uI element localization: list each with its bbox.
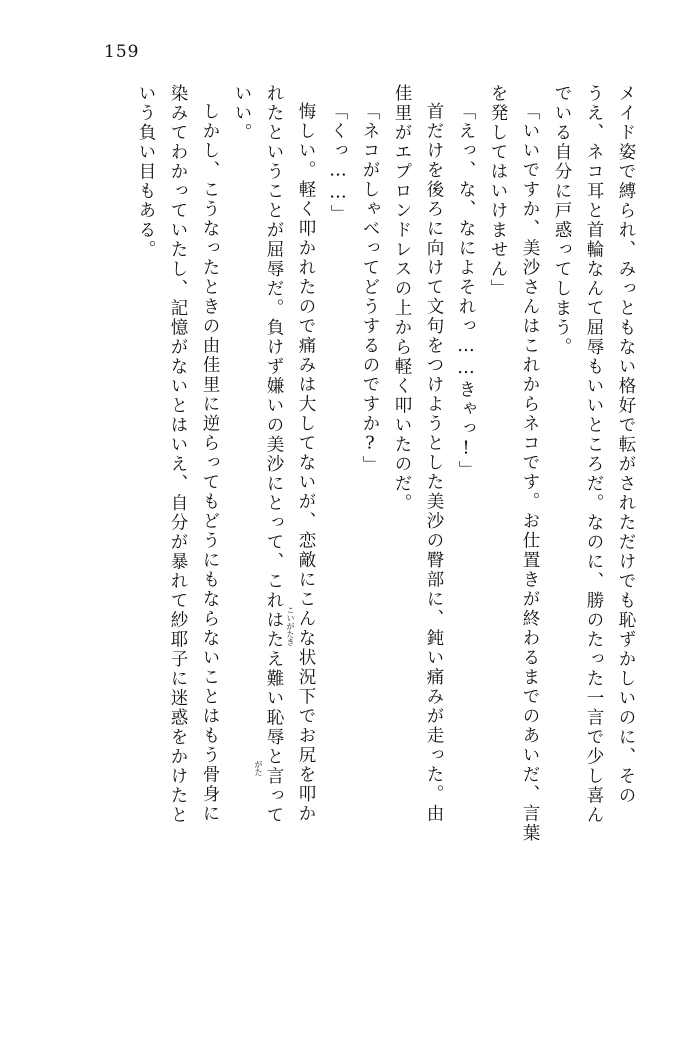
text-column: メイド姿で縛られ、みっともない格好で転がされただけでも恥ずかしいのに、その — [616, 84, 636, 806]
text-column: れたということが屈辱だ。負けず嫌いの美沙にとって、これはたえ難い恥辱と言って — [264, 84, 284, 825]
ruby-annotation: こいがたき — [286, 606, 295, 646]
text-column: を発してはいけません」 — [488, 84, 508, 299]
text-column: いう負い目もある。 — [136, 84, 156, 260]
text-column: しかし、こうなったときの由佳里に逆らってもどうにもならないことはもう骨身に — [200, 102, 220, 824]
text-column: 悔しい。軽く叩かれたので痛みは大してないが、恋敵にこんな状況下でお尻を叩か — [296, 102, 316, 824]
text-column: 染みてわかっていたし、記憶がないとはいえ、自分が暴れて紗耶子に迷惑をかけたと — [168, 84, 188, 825]
text-column: 佳里がエプロンドレスの上から軽く叩いたのだ。 — [392, 84, 412, 513]
text-column: うえ、ネコ耳と首輪なんて屈辱もいいところだ。なのに、勝のたった一言で少し喜ん — [584, 84, 604, 825]
text-column: 首だけを後ろに向けて文句をつけようとした美沙の臀部に、鈍い痛みが走った。由 — [424, 102, 444, 824]
text-column: でいる自分に戸惑ってしまう。 — [552, 84, 572, 357]
page-number: 159 — [104, 42, 140, 62]
text-column: 「ネコがしゃべってどうするのですか?」 — [360, 102, 380, 475]
text-column: いい。 — [232, 84, 252, 143]
text-column: 「いいですか、美沙さんはこれからネコです。お仕置きが終わるまでのあいだ、言葉 — [520, 102, 540, 843]
text-column: 「くっ……」 — [328, 102, 348, 224]
vertical-text-body — [92, 84, 634, 984]
text-column: 「えっ、な、なによそれっ……きゃっ!」 — [456, 102, 476, 480]
ruby-annotation: がた — [254, 760, 263, 776]
